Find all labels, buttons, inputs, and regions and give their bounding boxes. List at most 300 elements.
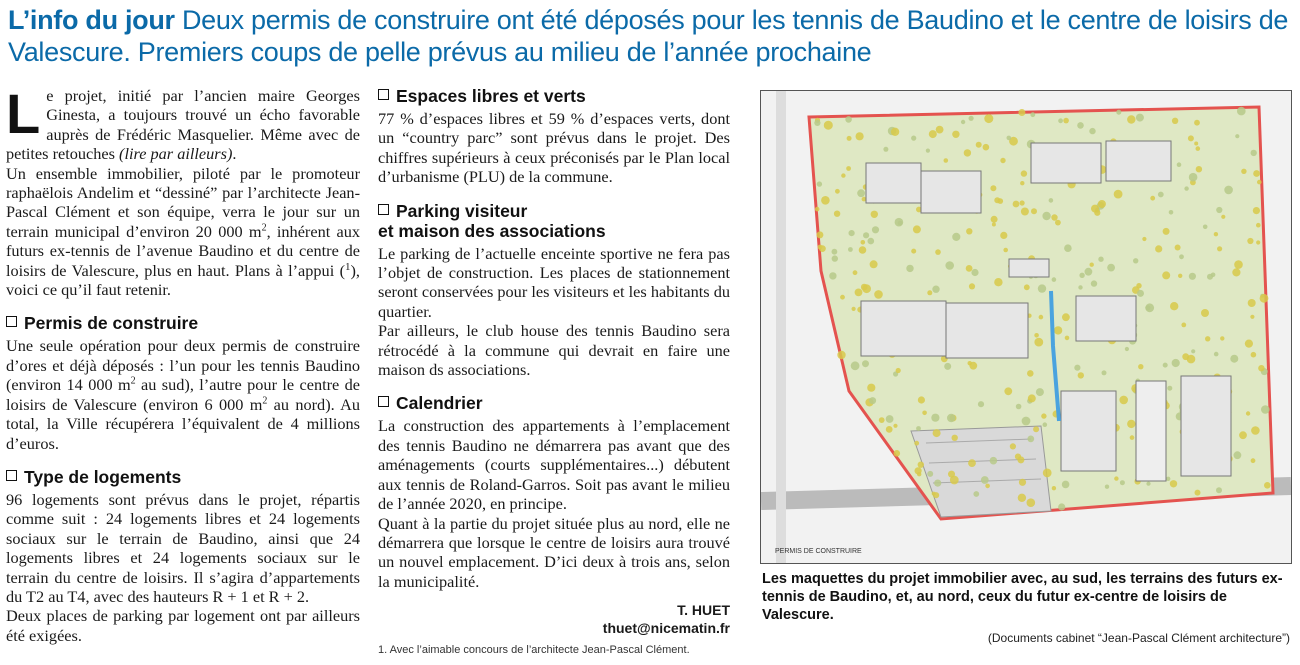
tree-symbol xyxy=(1064,244,1072,252)
tree-symbol xyxy=(931,414,939,422)
tree-symbol xyxy=(1239,431,1247,439)
tree-symbol xyxy=(935,249,941,255)
tree-symbol xyxy=(998,198,1004,204)
tree-symbol xyxy=(973,491,979,497)
tree-symbol xyxy=(1019,479,1026,486)
tree-symbol xyxy=(976,142,982,148)
tree-symbol xyxy=(1091,280,1097,286)
intro-p1-end: . xyxy=(232,144,237,164)
tree-symbol xyxy=(1098,200,1106,208)
headline-text: Deux permis de construire ont été déposés pour les tennis de Baudino et le centre de loisirs de Valescure. Premiers coups de pelle prévus au milieu de l’année prochaine xyxy=(8,5,1289,67)
tree-symbol xyxy=(1027,498,1036,507)
tree-symbol xyxy=(848,247,853,252)
tree-symbol xyxy=(1021,208,1029,216)
tree-symbol xyxy=(1194,142,1198,146)
tree-symbol xyxy=(1257,180,1262,185)
tree-symbol xyxy=(1166,477,1170,481)
tree-symbol xyxy=(1041,413,1046,418)
tree-symbol xyxy=(1179,254,1184,259)
tree-symbol xyxy=(862,360,869,367)
tree-symbol xyxy=(834,211,840,217)
author-name: T. HUET xyxy=(677,602,730,619)
tree-symbol xyxy=(1010,443,1016,449)
tree-symbol xyxy=(1163,363,1168,368)
tree-symbol xyxy=(952,435,958,441)
tree-symbol xyxy=(853,270,858,275)
tree-symbol xyxy=(867,384,875,392)
superscript: 2 xyxy=(261,222,267,234)
tree-symbol xyxy=(832,255,838,261)
tree-symbol xyxy=(969,283,975,289)
section-body-parking-1: Le parking de l’actuelle enceinte sportive ne fera pas l’objet de construction. Les places de stationnement seront conservées pour les visiteurs et les habitants du quartier. xyxy=(378,243,730,321)
building xyxy=(1076,296,1136,341)
tree-symbol xyxy=(1232,268,1240,276)
tree-symbol xyxy=(1042,212,1050,220)
tree-symbol xyxy=(1196,146,1201,151)
tree-symbol xyxy=(1195,490,1201,496)
tree-symbol xyxy=(861,284,868,291)
tree-symbol xyxy=(857,189,865,197)
tree-symbol xyxy=(1003,248,1008,253)
tree-symbol xyxy=(1189,273,1196,280)
tree-symbol xyxy=(841,173,845,177)
tree-symbol xyxy=(895,218,904,227)
tree-symbol xyxy=(1251,352,1257,358)
tree-symbol xyxy=(1184,186,1188,190)
tree-symbol xyxy=(1201,309,1209,317)
tree-symbol xyxy=(1136,114,1144,122)
tree-symbol xyxy=(945,261,954,270)
section-title-text: Calendrier xyxy=(396,393,483,414)
tree-symbol xyxy=(952,131,959,138)
tree-symbol xyxy=(1004,387,1012,395)
tree-symbol xyxy=(1264,482,1271,489)
tree-symbol xyxy=(929,130,937,138)
tree-symbol xyxy=(1078,372,1084,378)
intro-paragraph-2 xyxy=(6,164,360,300)
tree-symbol xyxy=(1170,302,1178,310)
garages xyxy=(1136,381,1166,481)
figure-caption: Les maquettes du projet immobilier avec, au sud, les terrains des futurs ex-tennis de Baudino, et, au nord, ceux du futur ex-centre de loisirs de Valescure. xyxy=(762,571,1283,623)
tree-symbol xyxy=(966,228,972,234)
column-2 xyxy=(378,86,730,657)
tree-symbol xyxy=(1203,225,1208,230)
intro-cross-reference: (lire par ailleurs) xyxy=(119,144,233,164)
tree-symbol xyxy=(911,136,916,141)
tree-symbol xyxy=(1235,134,1239,138)
tree-symbol xyxy=(1119,396,1128,405)
tree-symbol xyxy=(1039,315,1044,320)
tree-symbol xyxy=(837,351,845,359)
tree-symbol xyxy=(1034,333,1039,338)
tree-symbol xyxy=(1234,260,1243,269)
section-body-calendrier-1: La construction des appartements à l’emplacement des tennis Baudino ne démarrera pas avant que des aménagements (courts supplémentaires...) débutent aux tennis de Roland-Garros. Soit pas avant le milieu de l’année 2020, en principe. xyxy=(378,416,730,514)
tree-symbol xyxy=(1054,326,1062,334)
tree-symbol xyxy=(1196,166,1202,172)
tree-symbol xyxy=(1150,196,1155,201)
tree-symbol xyxy=(1043,422,1048,427)
tree-symbol xyxy=(1220,336,1224,340)
tree-symbol xyxy=(896,368,901,373)
section-body-logements-2: Deux places de parking par logement ont par ailleurs été exigées. xyxy=(6,606,360,645)
building xyxy=(1009,259,1049,277)
tree-symbol xyxy=(859,246,867,254)
tree-symbol xyxy=(1169,210,1174,215)
tree-symbol xyxy=(1089,128,1095,134)
tree-symbol xyxy=(968,459,976,467)
tree-symbol xyxy=(1125,347,1129,351)
tree-symbol xyxy=(1079,273,1084,278)
tree-symbol xyxy=(863,232,869,238)
tree-symbol xyxy=(1251,150,1257,156)
section-title-text: Espaces libres et verts xyxy=(396,86,586,106)
tree-symbol xyxy=(1214,352,1219,357)
building xyxy=(1181,376,1231,476)
section-body-calendrier-2: Quant à la partie du projet située plus au nord, elle ne démarrera que lorsque le centre de loisirs aura trouvé un nouvel emplacement. D’ici deux à trois ans, selon la municipalité. xyxy=(378,513,730,591)
section-title-calendrier xyxy=(378,393,730,413)
tree-symbol xyxy=(814,120,820,126)
tree-symbol xyxy=(1256,240,1260,244)
tree-symbol xyxy=(1250,315,1254,319)
tree-symbol xyxy=(1178,274,1182,278)
tree-symbol xyxy=(1018,109,1025,116)
headline-kicker: L’info du jour xyxy=(8,5,175,35)
intro-p1-text: e projet, initié par l’ancien maire Georges Ginesta, a toujours trouvé un écho favorable auprès de Frédéric Masquelier. Même avec de petites retouches xyxy=(6,86,360,164)
building xyxy=(921,171,981,213)
tree-symbol xyxy=(947,414,955,422)
tree-symbol xyxy=(984,114,993,123)
tree-symbol xyxy=(1065,336,1070,341)
tree-symbol xyxy=(1136,283,1141,288)
tree-symbol xyxy=(1247,238,1253,244)
tree-symbol xyxy=(894,450,901,457)
tree-symbol xyxy=(851,361,860,370)
tree-symbol xyxy=(990,457,998,465)
tree-symbol xyxy=(932,286,939,293)
figure-credit: (Documents cabinet “Jean-Pascal Clément architecture”) xyxy=(987,631,1290,645)
building xyxy=(1061,391,1116,471)
tree-symbol xyxy=(961,120,965,124)
tree-symbol xyxy=(1167,386,1172,391)
section-title-text: Parking visiteur xyxy=(396,200,528,221)
tree-symbol xyxy=(1163,228,1170,235)
headline xyxy=(8,4,1296,68)
byline xyxy=(378,601,730,637)
section-body-permis xyxy=(6,336,360,452)
tree-symbol xyxy=(913,225,921,233)
tree-symbol xyxy=(1188,135,1194,141)
tree-symbol xyxy=(1214,232,1218,236)
tree-symbol xyxy=(1251,426,1260,435)
tree-symbol xyxy=(1116,110,1121,115)
section-title-text: Permis de construire xyxy=(24,313,199,334)
tree-symbol xyxy=(1114,476,1118,480)
tree-symbol xyxy=(1234,451,1242,459)
section-title-permis xyxy=(6,313,360,333)
tree-symbol xyxy=(1191,349,1195,353)
tree-symbol xyxy=(1007,136,1012,141)
tree-symbol xyxy=(1105,485,1109,489)
tree-symbol xyxy=(1260,294,1269,303)
section-title-espaces xyxy=(378,86,730,106)
tree-symbol xyxy=(969,362,977,370)
section-body-parking-2: Par ailleurs, le club house des tennis Baudino sera rétrocédé à la commune qui devrait en faire une maison ds associations. xyxy=(378,321,730,380)
intro-paragraph-1 xyxy=(6,82,360,164)
tree-symbol xyxy=(893,424,897,428)
tree-symbol xyxy=(1145,303,1154,312)
tree-symbol xyxy=(944,363,951,370)
tree-symbol xyxy=(1114,190,1123,199)
tree-symbol xyxy=(911,249,916,254)
tree-symbol xyxy=(985,484,990,489)
superscript: 2 xyxy=(130,375,136,387)
tree-symbol xyxy=(886,426,893,433)
tree-symbol xyxy=(1020,200,1025,205)
tree-symbol xyxy=(1055,220,1061,226)
checkbox-square-icon xyxy=(378,89,389,100)
tree-symbol xyxy=(952,233,960,241)
tree-symbol xyxy=(886,415,894,423)
tree-symbol xyxy=(835,189,840,194)
tree-symbol xyxy=(1127,420,1135,428)
tree-symbol xyxy=(1020,181,1024,185)
tree-symbol xyxy=(990,185,996,191)
section-title-logements xyxy=(6,467,360,487)
tree-symbol xyxy=(1098,257,1103,262)
tree-symbol xyxy=(840,295,845,300)
section-title-text-line2: et maison des associations xyxy=(378,220,606,241)
permis-text-3: au nord). Au total, la Ville récupérera l’équivalent de 4 millions d’euros. xyxy=(6,394,360,453)
tree-symbol xyxy=(1170,480,1177,487)
tree-symbol xyxy=(1137,290,1144,297)
tree-symbol xyxy=(1016,404,1022,410)
building xyxy=(946,303,1028,358)
tree-symbol xyxy=(1074,365,1080,371)
tree-symbol xyxy=(855,289,863,297)
tree-symbol xyxy=(817,181,822,186)
intro-p2-text-b: , inhérent aux futurs ex-tennis de l’avenue Baudino et du centre de loisirs de Valescure, plus en haut. Plans à l’appui ( xyxy=(6,221,361,280)
tree-symbol xyxy=(824,121,833,130)
tree-symbol xyxy=(1205,336,1210,341)
tree-symbol xyxy=(1211,273,1216,278)
permis-text-2: au sud), l’autre pour le centre de loisirs de Valescure (environ 6 000 m xyxy=(6,375,361,414)
tree-symbol xyxy=(916,426,921,431)
tree-symbol xyxy=(964,149,971,156)
tree-symbol xyxy=(1224,186,1233,195)
tree-symbol xyxy=(883,147,888,152)
tree-symbol xyxy=(1102,370,1107,375)
checkbox-square-icon xyxy=(6,316,17,327)
site-plan-drawing xyxy=(761,91,1291,563)
tree-symbol xyxy=(1051,214,1057,220)
tree-symbol xyxy=(927,290,932,295)
section-title-parking xyxy=(378,201,730,241)
tree-symbol xyxy=(1000,232,1007,239)
tree-symbol xyxy=(983,144,990,151)
tree-symbol xyxy=(991,216,998,223)
tree-symbol xyxy=(1133,258,1138,263)
tree-symbol xyxy=(1049,198,1054,203)
section-body-espaces: 77 % d’espaces libres et 59 % d’espaces verts, dont un “country parc” sont prévus dans le projet. Des chiffres supérieurs à ceux préconisés par le Plan local d’urbanisme (PLU) de la commune. xyxy=(378,109,730,187)
tree-symbol xyxy=(944,158,949,163)
tree-symbol xyxy=(879,417,885,423)
superscript: 2 xyxy=(262,395,268,407)
tree-symbol xyxy=(1181,323,1186,328)
tree-symbol xyxy=(1000,158,1005,163)
site-plan-figure xyxy=(760,90,1292,564)
tree-symbol xyxy=(815,207,820,212)
tree-symbol xyxy=(914,441,919,446)
tree-symbol xyxy=(1245,340,1253,348)
tree-symbol xyxy=(818,245,823,250)
tree-symbol xyxy=(1027,370,1034,377)
tree-symbol xyxy=(872,226,879,233)
tree-symbol xyxy=(933,429,941,437)
tree-symbol xyxy=(1107,264,1115,272)
tree-symbol xyxy=(832,249,838,255)
tree-symbol xyxy=(1058,503,1065,510)
tree-symbol xyxy=(1013,201,1020,208)
tree-symbol xyxy=(1261,405,1270,414)
tree-symbol xyxy=(1221,215,1225,219)
tree-symbol xyxy=(922,411,927,416)
tree-symbol xyxy=(1155,245,1162,252)
tree-symbol xyxy=(971,269,978,276)
tree-symbol xyxy=(1120,480,1125,485)
tree-symbol xyxy=(1127,115,1135,123)
tree-symbol xyxy=(871,211,878,218)
tree-symbol xyxy=(1015,454,1021,460)
tree-symbol xyxy=(849,230,855,236)
tree-symbol xyxy=(1172,118,1178,124)
tree-symbol xyxy=(870,260,878,268)
tree-symbol xyxy=(816,231,823,238)
tree-symbol xyxy=(1018,494,1026,502)
building xyxy=(861,301,946,356)
tree-symbol xyxy=(1175,245,1181,251)
tree-symbol xyxy=(1090,263,1094,267)
permis-text-1: Une seule opération pour deux permis de construire d’ores et déjà déposés : l’un pour les tennis Baudino (environ 14 000 m xyxy=(6,336,360,395)
tree-symbol xyxy=(1146,482,1150,486)
tree-symbol xyxy=(1217,246,1222,251)
building xyxy=(1106,141,1171,181)
tree-symbol xyxy=(1256,223,1261,228)
tree-symbol xyxy=(861,240,866,245)
tree-symbol xyxy=(1078,285,1082,289)
tree-symbol xyxy=(1158,192,1164,198)
tree-symbol xyxy=(994,278,1002,286)
tree-symbol xyxy=(1052,277,1057,282)
tree-symbol xyxy=(1172,359,1180,367)
tree-symbol xyxy=(846,166,851,171)
section-title-text: Type de logements xyxy=(24,466,182,487)
footnote: 1. Avec l’aimable concours de l’architecte Jean-Pascal Clément. xyxy=(378,644,690,657)
tree-symbol xyxy=(966,265,973,272)
tree-symbol xyxy=(891,128,899,136)
tree-symbol xyxy=(1138,364,1143,369)
tree-symbol xyxy=(1251,458,1256,463)
tree-symbol xyxy=(978,401,984,407)
tree-symbol xyxy=(1036,388,1044,396)
tree-symbol xyxy=(869,397,876,404)
column-1 xyxy=(6,82,361,645)
tree-symbol xyxy=(1021,170,1027,176)
tree-symbol xyxy=(1187,355,1196,364)
tree-symbol xyxy=(1030,112,1035,117)
tree-symbol xyxy=(1194,120,1200,126)
tree-symbol xyxy=(1248,299,1256,307)
tree-symbol xyxy=(1027,436,1034,443)
tree-symbol xyxy=(915,467,922,474)
tree-symbol xyxy=(1189,173,1198,182)
building xyxy=(866,163,921,203)
tree-symbol xyxy=(918,462,924,468)
tree-symbol xyxy=(1216,207,1222,213)
tree-symbol xyxy=(933,492,939,498)
tree-symbol xyxy=(1091,205,1099,213)
tree-symbol xyxy=(927,471,933,477)
footnote-ref: 1 xyxy=(345,260,351,273)
tree-symbol xyxy=(1253,207,1260,214)
tree-symbol xyxy=(936,126,944,134)
tree-symbol xyxy=(1022,417,1031,426)
dropcap: L xyxy=(6,82,41,145)
tree-symbol xyxy=(1142,237,1146,241)
tree-symbol xyxy=(981,476,989,484)
tree-symbol xyxy=(856,132,864,140)
tree-symbol xyxy=(852,307,856,311)
tree-symbol xyxy=(1230,355,1238,363)
tree-symbol xyxy=(1077,122,1084,129)
tree-symbol xyxy=(1063,118,1069,124)
tree-symbol xyxy=(1034,338,1043,347)
tree-symbol xyxy=(1162,271,1170,279)
tree-symbol xyxy=(918,396,925,403)
tree-symbol xyxy=(1052,486,1056,490)
checkbox-square-icon xyxy=(6,470,17,481)
tree-symbol xyxy=(1033,426,1039,432)
tree-symbol xyxy=(1024,284,1030,290)
building xyxy=(1031,143,1101,183)
tree-symbol xyxy=(1043,469,1052,478)
tree-symbol xyxy=(1216,487,1222,493)
tree-symbol xyxy=(1237,107,1246,116)
tree-symbol xyxy=(1246,411,1250,415)
tree-symbol xyxy=(1177,162,1182,167)
tree-symbol xyxy=(1028,394,1036,402)
tree-symbol xyxy=(821,196,830,205)
intro-p2-text-c: ), voici ce qu’il faut retenir. xyxy=(6,260,360,300)
tree-symbol xyxy=(992,223,996,227)
section-body-logements-1: 96 logements sont prévus dans le projet, répartis comme suit : 24 logements libres et 24 logements sociaux sur le terrain de Baudino, ainsi que 24 logements libres et 24 logements sociaux sur le terrain du centre de loisirs. Il s’agira d’appartements du T2 au T4, avec des hauteurs R + 1 et R + 2. xyxy=(6,489,360,606)
author-email[interactable]: thuet@nicematin.fr xyxy=(602,620,730,637)
tree-symbol xyxy=(926,149,930,153)
tree-symbol xyxy=(868,238,875,245)
tree-symbol xyxy=(1253,170,1260,177)
checkbox-square-icon xyxy=(378,396,389,407)
tree-symbol xyxy=(906,265,913,272)
tree-symbol xyxy=(969,116,974,121)
tree-symbol xyxy=(1031,208,1037,214)
tree-symbol xyxy=(1058,118,1063,123)
tree-symbol xyxy=(950,476,959,485)
tree-symbol xyxy=(934,480,941,487)
tree-symbol xyxy=(874,290,883,299)
tree-symbol xyxy=(845,116,852,123)
tree-symbol xyxy=(1038,284,1046,292)
tree-symbol xyxy=(1258,365,1264,371)
tree-symbol xyxy=(847,136,852,141)
